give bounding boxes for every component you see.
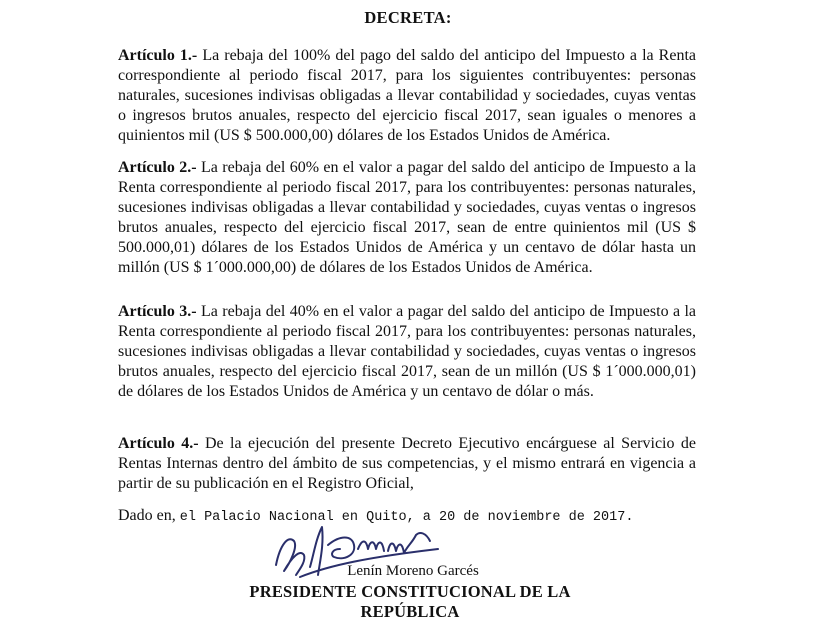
article-1-label: Artículo 1.- [118, 47, 198, 64]
article-2-label: Artículo 2.- [118, 159, 197, 176]
signer-name: Lenín Moreno Garcés [347, 563, 479, 579]
article-2 [118, 158, 696, 278]
article-3-text: La rebaja del 40% en el valor a pagar del saldo del anticipo de Impuesto a la Renta correspondiente al periodo fiscal 2017, para los contribuyentes: personas naturales, sucesiones indivisas obligadas a llevar contabilidad y sociedades, cuyas ventas o ingresos brutos anuales, respecto del ejercicio fiscal 2017, sean de un millón (US $ 1´000.000,01) de dólares de los Estados Unidos de América y un centavo de dólar o más. [118, 303, 697, 400]
article-4-text: De la ejecución del presente Decreto Ejecutivo encárguese al Servicio de Rentas Internas dentro del ámbito de sus competencias, y el mismo entrará en vigencia a partir de su publicación en el Registro Oficial, [118, 435, 697, 492]
article-3 [118, 302, 696, 402]
article-1-text: La rebaja del 100% del pago del saldo del anticipo del Impuesto a la Renta correspondiente al periodo fiscal 2017, para los siguientes contribuyentes: personas naturales, sucesiones indivisas obligadas a llevar contabilidad y sociedades, cuyas ventas o ingresos brutos anuales, respecto del ejercicio fiscal 2017, sean iguales o menores a quinientos mil (US $ 500.000,00) dólares de los Estados Unidos de América. [118, 47, 697, 144]
dado-label: Dado en, [118, 507, 180, 524]
article-2-text: La rebaja del 60% en el valor a pagar del saldo del anticipo de Impuesto a la Renta correspondiente al periodo fiscal 2017, para los contribuyentes: personas naturales, sucesiones indivisas obligadas a llevar contabilidad y sociedades, cuyas ventas o ingresos brutos anuales, respecto del ejercicio fiscal 2017, sean de entre quinientos mil (US $ 500.000,01) dólares de los Estados Unidos de América y un centavo de dólar hasta un millón (US $ 1´000.000,00) de dólares de los Estados Unidos de América. [118, 159, 697, 276]
article-4-label: Artículo 4.- [118, 435, 199, 452]
decree-heading: DECRETA: [364, 8, 452, 27]
place-date: el Palacio Nacional en Quito, a 20 de noviembre de 2017. [179, 510, 634, 525]
signer-office: PRESIDENTE CONSTITUCIONAL DE LA REPÚBLICA [249, 582, 571, 621]
article-4 [118, 434, 696, 494]
article-1 [118, 46, 696, 146]
article-3-label: Artículo 3.- [118, 303, 197, 320]
